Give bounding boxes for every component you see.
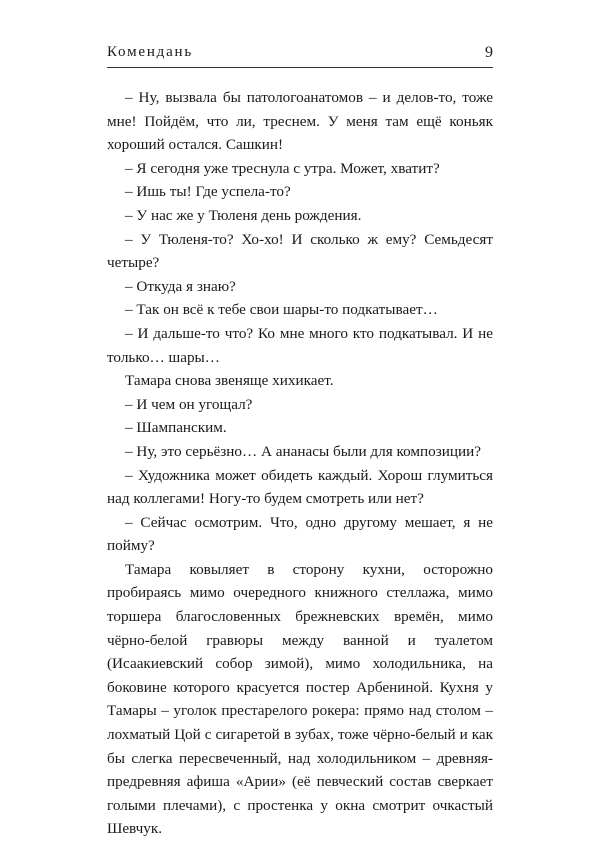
paragraph: – Ну, вызвала бы патологоанатомов – и делов-то, тоже мне! Пойдём, что ли, треснем. У меня там ещё коньяк хороший остался. Сашкин!	[107, 89, 493, 154]
running-head	[107, 44, 493, 64]
paragraph: – Художника может обидеть каждый. Хорош глумиться над коллегами! Ногу-то будем смотреть или нет?	[107, 466, 493, 508]
paragraph: – Ишь ты! Где успела-то?	[125, 183, 291, 201]
paragraph: – Ну, это серьёзно… А ананасы были для композиции?	[125, 442, 482, 460]
paragraph: – Откуда я знаю?	[125, 277, 236, 295]
paragraph: – Я сегодня уже треснула с утра. Может, хватит?	[125, 159, 440, 177]
body-text	[107, 86, 493, 841]
paragraph: Тамара ковыляет в сторону кухни, осторожно пробираясь мимо очередного книжного стеллажа, мимо торшера благословенных брежневских времён, мимо чёрно-белой гравюры между ванной и туалетом (Исаакиевский собор зимой), мимо холодильника, на боковине которого красуется постер Арбениной. Кухня у Тамары – уголок престарелого рокера: прямо над столом – лохматый Цой с сигаретой в зубах, тоже чёрно-белый и как бы слегка пересвеченный, над холодильником – древняя-предревняя афиша «Арии» (её певческий состав сверкает голыми плечами), с простенка у окна смотрит очкастый Шевчук.	[107, 560, 493, 838]
paragraph: – И чем он угощал?	[125, 395, 253, 413]
page-number: 9	[485, 44, 493, 61]
paragraph: – Сейчас осмотрим. Что, одно другому мешает, я не пойму?	[107, 513, 493, 555]
header-rule	[107, 67, 493, 68]
paragraph: – У нас же у Тюленя день рождения.	[125, 206, 362, 224]
paragraph: – У Тюленя-то? Хо-хо! И сколько ж ему? Семьдесят четыре?	[107, 230, 493, 272]
running-title: Комендань	[107, 44, 194, 60]
paragraph: – И дальше-то что? Ко мне много кто подкатывал. И не только… шары…	[107, 324, 493, 366]
paragraph: – Так он всё к тебе свои шары-то подкатывает…	[125, 301, 438, 319]
paragraph: – Шампанским.	[125, 419, 227, 437]
paragraph: Тамара снова звеняще хихикает.	[125, 372, 334, 390]
